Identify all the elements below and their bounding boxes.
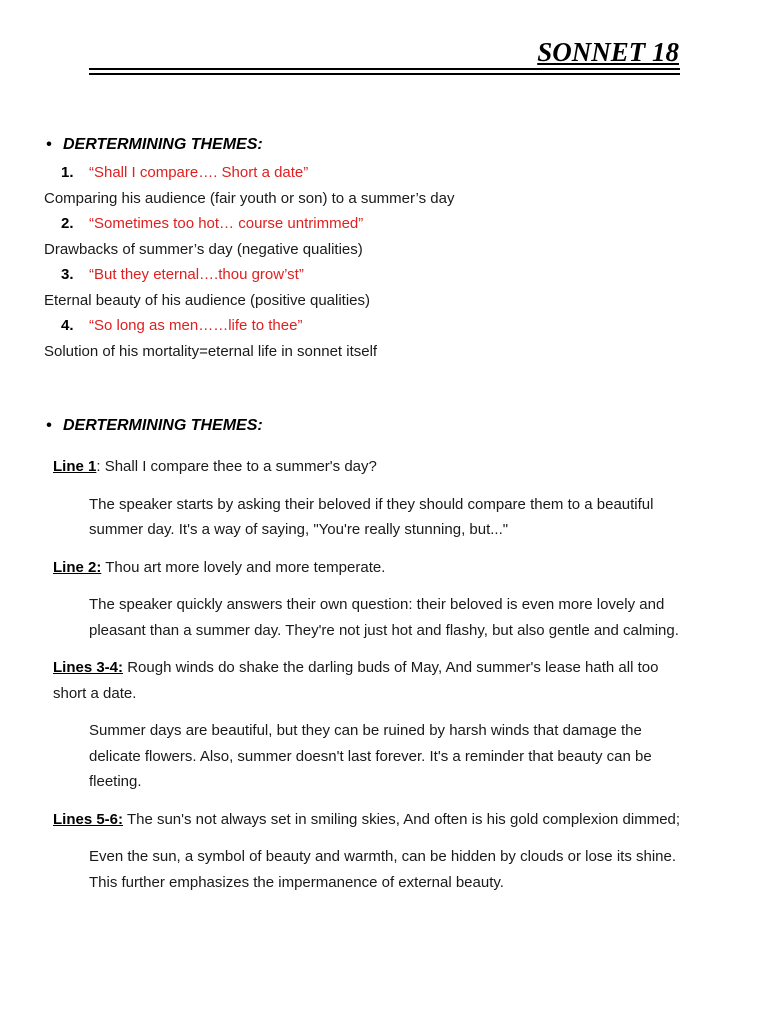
theme-quote: “Shall I compare…. Short a date” xyxy=(89,164,309,181)
themes-list xyxy=(44,160,744,364)
title-rule-top xyxy=(89,68,680,70)
section-heading-text: DERTERMINING THEMES: xyxy=(63,136,263,153)
theme-item xyxy=(44,262,744,313)
theme-description: Solution of his mortality=eternal life in sonnet itself xyxy=(44,342,378,360)
theme-number: 3. xyxy=(61,266,74,283)
line-text: The sun's not always set in smiling skies, And often is his gold complexion dimmed; xyxy=(126,810,681,828)
theme-number: 4. xyxy=(61,317,74,334)
theme-item xyxy=(44,160,744,211)
line-label: Lines 3-4: xyxy=(53,659,124,676)
line-explanation: The speaker quickly answers their own question: their beloved is even more lovely and pleasant than a summer day. They're not just hot and flashy, but also gentle and calming. xyxy=(89,596,679,639)
line-explanation: The speaker starts by asking their beloved if they should compare them to a beautiful summer day. It's a way of saying, "You're really stunning, but..." xyxy=(89,495,654,538)
line-label: Line 2: xyxy=(53,558,102,576)
theme-description: Comparing his audience (fair youth or son) to a summer’s day xyxy=(44,189,455,207)
theme-quote: “But they eternal….thou grow’st” xyxy=(89,266,304,283)
theme-quote: “Sometimes too hot… course untrimmed” xyxy=(89,215,364,232)
line-entry xyxy=(53,454,693,480)
line-explanation: Even the sun, a symbol of beauty and warmth, can be hidden by clouds or lose its shine. This further emphasizes the impermanence of external beauty. xyxy=(89,848,677,891)
section-heading-analysis xyxy=(46,416,263,436)
document-title: SONNET 18 xyxy=(537,37,679,67)
line-text: Rough winds do shake the darling buds of May, And summer's lease hath all too short a date. xyxy=(53,659,659,702)
line-analysis xyxy=(53,454,693,907)
theme-number: 2. xyxy=(61,215,74,232)
line-entry xyxy=(53,807,693,833)
line-label: Line 1 xyxy=(53,458,97,475)
line-label: Lines 5-6: xyxy=(53,810,124,828)
line-separator: : xyxy=(96,458,105,475)
theme-description: Eternal beauty of his audience (positive qualities) xyxy=(44,291,371,309)
theme-item xyxy=(44,211,744,262)
bullet-icon: • xyxy=(46,417,52,434)
line-text: Thou art more lovely and more temperate. xyxy=(105,558,386,576)
line-entry xyxy=(53,555,693,581)
line-text: Shall I compare thee to a summer's day? xyxy=(104,458,377,475)
section-heading-text: DERTERMINING THEMES: xyxy=(63,417,263,434)
section-heading-themes xyxy=(46,135,263,155)
bullet-icon: • xyxy=(46,136,52,153)
line-explanation: Summer days are beautiful, but they can be ruined by harsh winds that damage the delicate flowers. Also, summer doesn't last forever. It's a reminder that beauty can be fleeting. xyxy=(89,722,652,790)
theme-quote: “So long as men……life to thee” xyxy=(89,317,303,334)
line-entry xyxy=(53,655,693,706)
title-rule-bottom xyxy=(89,73,680,75)
theme-number: 1. xyxy=(61,164,74,181)
theme-description: Drawbacks of summer’s day (negative qualities) xyxy=(44,240,363,258)
theme-item xyxy=(44,313,744,364)
